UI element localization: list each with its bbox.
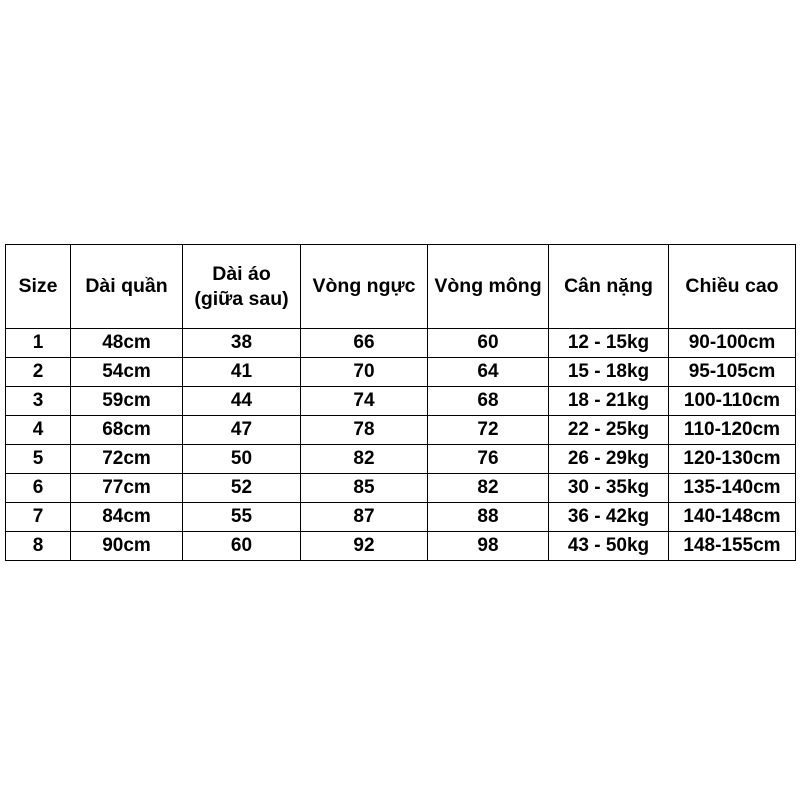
cell-weight: 26 - 29kg xyxy=(549,445,669,474)
header-shirt-length-sublabel: (giữa sau) xyxy=(194,287,289,310)
cell-hip: 72 xyxy=(428,416,549,445)
header-weight xyxy=(549,245,669,329)
cell-weight: 18 - 21kg xyxy=(549,387,669,416)
cell-pants-length: 90cm xyxy=(71,532,183,561)
cell-shirt-length: 55 xyxy=(183,503,301,532)
table-row xyxy=(6,416,796,445)
cell-size: 1 xyxy=(6,329,71,358)
header-size-label: Size xyxy=(18,275,58,297)
cell-weight: 36 - 42kg xyxy=(549,503,669,532)
table-row xyxy=(6,503,796,532)
table-row xyxy=(6,358,796,387)
header-hip-label: Vòng mông xyxy=(434,275,542,297)
cell-shirt-length: 60 xyxy=(183,532,301,561)
header-size xyxy=(6,245,71,329)
cell-hip: 64 xyxy=(428,358,549,387)
cell-size: 6 xyxy=(6,474,71,503)
cell-height: 148-155cm xyxy=(669,532,796,561)
table-row xyxy=(6,474,796,503)
header-weight-label: Cân nặng xyxy=(564,275,653,297)
cell-chest: 82 xyxy=(301,445,428,474)
cell-chest: 66 xyxy=(301,329,428,358)
header-shirt-length-label: Dài áo xyxy=(212,262,271,285)
cell-hip: 88 xyxy=(428,503,549,532)
cell-pants-length: 48cm xyxy=(71,329,183,358)
cell-chest: 70 xyxy=(301,358,428,387)
header-shirt-length xyxy=(183,245,301,329)
cell-hip: 98 xyxy=(428,532,549,561)
cell-height: 100-110cm xyxy=(669,387,796,416)
cell-weight: 22 - 25kg xyxy=(549,416,669,445)
cell-chest: 85 xyxy=(301,474,428,503)
cell-size: 8 xyxy=(6,532,71,561)
header-hip xyxy=(428,245,549,329)
cell-weight: 12 - 15kg xyxy=(549,329,669,358)
cell-hip: 60 xyxy=(428,329,549,358)
table-row xyxy=(6,445,796,474)
cell-shirt-length: 50 xyxy=(183,445,301,474)
cell-pants-length: 72cm xyxy=(71,445,183,474)
cell-shirt-length: 47 xyxy=(183,416,301,445)
table-row xyxy=(6,532,796,561)
header-chest-label: Vòng ngực xyxy=(312,275,416,297)
cell-hip: 76 xyxy=(428,445,549,474)
cell-height: 90-100cm xyxy=(669,329,796,358)
header-pants-length-label: Dài quần xyxy=(85,275,168,297)
cell-chest: 92 xyxy=(301,532,428,561)
cell-pants-length: 77cm xyxy=(71,474,183,503)
cell-pants-length: 84cm xyxy=(71,503,183,532)
header-row xyxy=(6,245,796,329)
cell-height: 140-148cm xyxy=(669,503,796,532)
header-height xyxy=(669,245,796,329)
table-body xyxy=(6,329,796,561)
cell-shirt-length: 38 xyxy=(183,329,301,358)
header-height-label: Chiều cao xyxy=(685,275,779,297)
cell-pants-length: 68cm xyxy=(71,416,183,445)
cell-height: 95-105cm xyxy=(669,358,796,387)
cell-shirt-length: 41 xyxy=(183,358,301,387)
cell-weight: 43 - 50kg xyxy=(549,532,669,561)
cell-size: 3 xyxy=(6,387,71,416)
cell-size: 7 xyxy=(6,503,71,532)
cell-weight: 15 - 18kg xyxy=(549,358,669,387)
cell-chest: 78 xyxy=(301,416,428,445)
cell-height: 120-130cm xyxy=(669,445,796,474)
table-row xyxy=(6,387,796,416)
cell-size: 4 xyxy=(6,416,71,445)
cell-size: 5 xyxy=(6,445,71,474)
cell-height: 110-120cm xyxy=(669,416,796,445)
table-header xyxy=(6,245,796,329)
cell-pants-length: 54cm xyxy=(71,358,183,387)
cell-hip: 68 xyxy=(428,387,549,416)
table-row xyxy=(6,329,796,358)
cell-shirt-length: 52 xyxy=(183,474,301,503)
cell-shirt-length: 44 xyxy=(183,387,301,416)
cell-height: 135-140cm xyxy=(669,474,796,503)
cell-pants-length: 59cm xyxy=(71,387,183,416)
header-chest xyxy=(301,245,428,329)
header-pants-length xyxy=(71,245,183,329)
cell-weight: 30 - 35kg xyxy=(549,474,669,503)
cell-chest: 74 xyxy=(301,387,428,416)
cell-hip: 82 xyxy=(428,474,549,503)
size-chart-table xyxy=(5,244,796,561)
cell-chest: 87 xyxy=(301,503,428,532)
cell-size: 2 xyxy=(6,358,71,387)
